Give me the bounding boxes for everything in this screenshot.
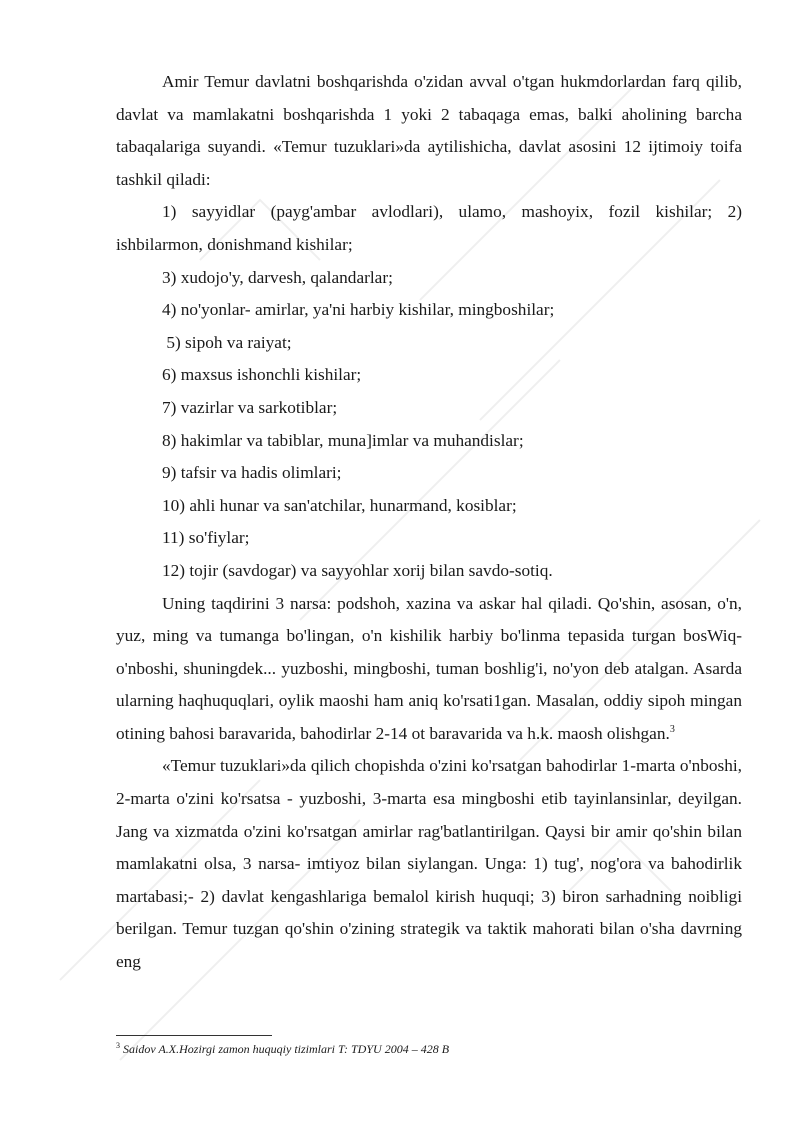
footnote	[116, 1042, 449, 1057]
list-item: 4) no'yonlar- amirlar, ya'ni harbiy kishilar, mingboshilar;	[162, 300, 555, 320]
list-item: 12) tojir (savdogar) va sayyohlar xorij bilan savdo-sotiq.	[162, 560, 553, 580]
list-item: 1) sayyidlar (payg'ambar avlodlari), ulamo, mashoyix, fozil kishilar; 2) ishbilarmon, donishmand kishilar;	[116, 202, 742, 254]
document-body	[116, 66, 742, 979]
list-item: 6) maxsus ishonchli kishilar;	[162, 365, 362, 385]
list-item: 10) ahli hunar va san'atchilar, hunarmand, kosiblar;	[162, 495, 517, 515]
list-item: 8) hakimlar va tabiblar, muna]imlar va muhandislar;	[162, 430, 524, 450]
footnote-text: Saidov A.X.Hozirgi zamon huquqiy tizimlari T: TDYU 2004 – 428 B	[123, 1042, 450, 1056]
footnote-divider	[116, 1035, 272, 1036]
fate-paragraph	[116, 588, 742, 751]
footnote-mark: 3	[116, 1041, 120, 1050]
list-item: 3) xudojo'y, darvesh, qalandarlar;	[162, 267, 393, 287]
footnote-reference[interactable]: 3	[669, 724, 675, 736]
list-item: 7) vazirlar va sarkotiblar;	[162, 397, 338, 417]
list-item: 5) sipoh va raiyat;	[162, 332, 292, 352]
list-item: 9) tafsir va hadis olimlari;	[162, 463, 342, 483]
intro-paragraph: Amir Temur davlatni boshqarishda o'zidan avval o'tgan hukmdorlardan farq qilib, davlat va mamlakatni boshqarishda 1 yoki 2 tabaqaga emas, balki aholining barcha tabaqalariga suyandi. «Temur tuzuklari»da aytilishicha, davlat asosini 12 ijtimoiy toifa tashkil qiladi:	[116, 72, 742, 189]
tuzuk-paragraph: «Temur tuzuklari»da qilich chopishda o'zini ko'rsatgan bahodirlar 1-marta o'nboshi, 2-marta o'zini ko'rsatsa - yuzboshi, 3-marta esa mingboshi etib tayinlansinlar, deyilgan. Jang va xizmatda o'zini ko'rsatgan amirlar rag'batlantirilgan. Qaysi bir amir qo'shin bilan mamlakatni olsa, 3 narsa- imtiyoz bilan siylangan. Unga: 1) tug', nog'ora va bahodirlik martabasi;- 2) davlat kengashlariga bemalol kirish huquqi; 3) biron sarhadning noibligi berilgan. Temur tuzgan qo'shin o'zining strategik va taktik mahorati bilan o'sha davrning eng	[116, 756, 742, 972]
fate-text: Uning taqdirini 3 narsa: podshoh, xazina va askar hal qiladi. Qo'shin, asosan, o'n, yuz, ming va tumanga bo'lingan, o'n kishilik harbiy bo'linma tepasida turgan bosWiq- o'nboshi, shuningdek... yuzboshi, mingboshi, tuman boshlig'i, no'yon deb atalgan. Asarda ularning haqhuquqlari, oylik maoshi ham aniq ko'rsati1gan. Masalan, oddiy sipoh mingan otining bahosi baravarida, bahodirlar 2-14 ot baravarida va h.k. maosh olishgan.	[116, 593, 742, 743]
list-item: 11) so'fiylar;	[162, 528, 250, 548]
